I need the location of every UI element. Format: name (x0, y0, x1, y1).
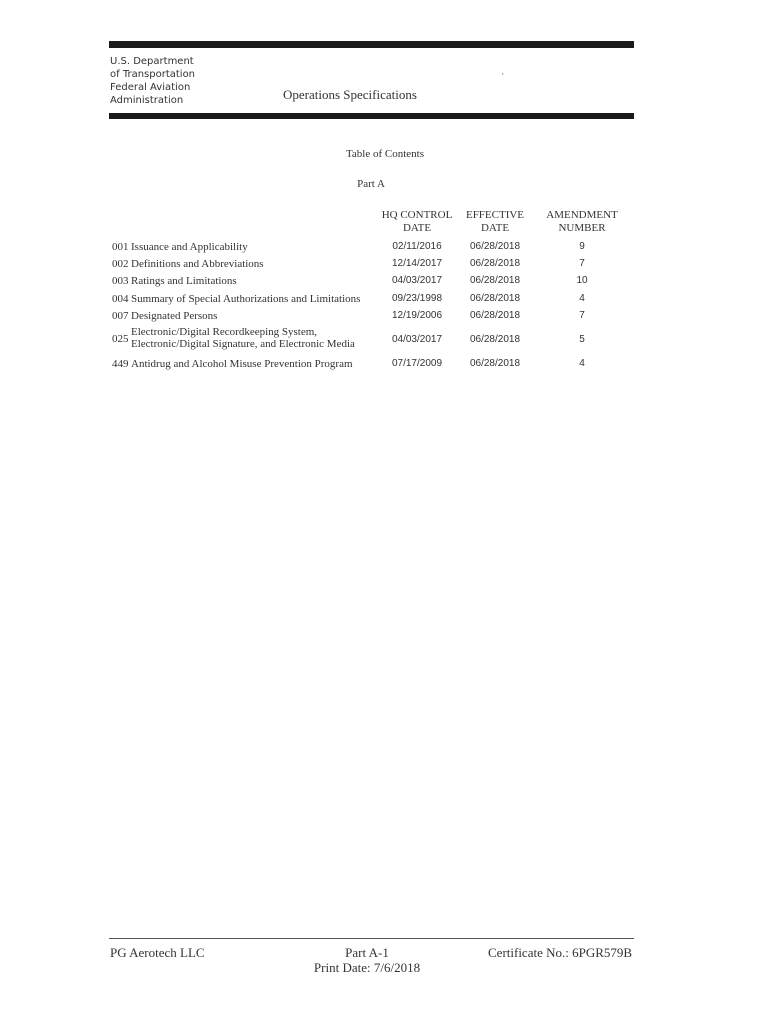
footer-certificate: Certificate No.: 6PGR579B (488, 945, 633, 960)
row-effective-date: 06/28/2018 (469, 293, 521, 304)
top-rule (109, 41, 634, 48)
column-header-line: DATE (480, 222, 510, 234)
row-number: 001 (112, 241, 129, 253)
row-number: 004 (112, 293, 129, 305)
column-header-amendment-number (540, 209, 624, 235)
row-title: Designated Persons (131, 310, 218, 322)
row-amendment: 5 (579, 334, 585, 345)
column-header-line: DATE (402, 222, 432, 234)
agency-line: Federal Aviation (110, 82, 191, 93)
row-amendment: 4 (579, 293, 585, 304)
agency-block (110, 55, 195, 107)
row-effective-date: 06/28/2018 (469, 241, 521, 252)
footer-rule (109, 938, 634, 939)
row-number: 002 (112, 258, 129, 270)
toc-title: Table of Contents (345, 148, 425, 160)
row-title (131, 326, 355, 350)
row-effective-date: 06/28/2018 (469, 258, 521, 269)
row-hq-date: 02/11/2016 (392, 241, 442, 252)
column-header-line: NUMBER (558, 222, 606, 234)
row-hq-date: 12/14/2017 (391, 258, 443, 269)
row-amendment: 4 (579, 358, 585, 369)
row-number: 003 (112, 275, 129, 287)
row-amendment: 7 (579, 258, 585, 269)
toc-part-label: Part A (357, 178, 385, 190)
stray-mark: ' (502, 72, 504, 81)
footer-print-date: Print Date: 7/6/2018 (313, 960, 421, 975)
row-hq-date: 04/03/2017 (391, 275, 443, 286)
row-title: Definitions and Abbreviations (131, 258, 264, 270)
row-hq-date: 07/17/2009 (391, 358, 443, 369)
row-title: Antidrug and Alcohol Misuse Prevention Program (131, 358, 353, 370)
row-number: 025 (112, 333, 129, 345)
column-header-line: AMENDMENT (546, 209, 618, 221)
agency-line: of Transportation (110, 69, 196, 80)
footer-company: PG Aerotech LLC (110, 945, 205, 960)
column-header-line: HQ CONTROL (381, 209, 453, 221)
row-title: Ratings and Limitations (131, 275, 237, 287)
row-amendment: 9 (579, 241, 585, 252)
row-title-line: Electronic/Digital Signature, and Electronic Media (131, 338, 355, 350)
row-title: Summary of Special Authorizations and Limitations (131, 293, 361, 305)
agency-line: Administration (110, 95, 184, 106)
footer-page-info (287, 945, 447, 975)
column-header-hq-control-date (381, 209, 453, 235)
row-number: 449 (112, 358, 129, 370)
column-header-line: EFFECTIVE (465, 209, 525, 221)
column-header-effective-date (462, 209, 528, 235)
row-amendment: 10 (576, 275, 588, 286)
row-effective-date: 06/28/2018 (469, 358, 521, 369)
row-title-line: Electronic/Digital Recordkeeping System, (131, 326, 318, 338)
agency-line: U.S. Department (110, 56, 194, 67)
row-hq-date: 09/23/1998 (391, 293, 443, 304)
row-hq-date: 12/19/2006 (391, 310, 443, 321)
document-title: Operations Specifications (283, 87, 417, 102)
header-bottom-rule (109, 113, 634, 119)
row-title: Issuance and Applicability (131, 241, 248, 253)
row-effective-date: 06/28/2018 (469, 275, 521, 286)
row-effective-date: 06/28/2018 (469, 310, 521, 321)
row-effective-date: 06/28/2018 (469, 334, 521, 345)
row-amendment: 7 (579, 310, 585, 321)
footer-page-number: Part A-1 (345, 945, 389, 960)
row-hq-date: 04/03/2017 (391, 334, 443, 345)
row-number: 007 (112, 310, 129, 322)
